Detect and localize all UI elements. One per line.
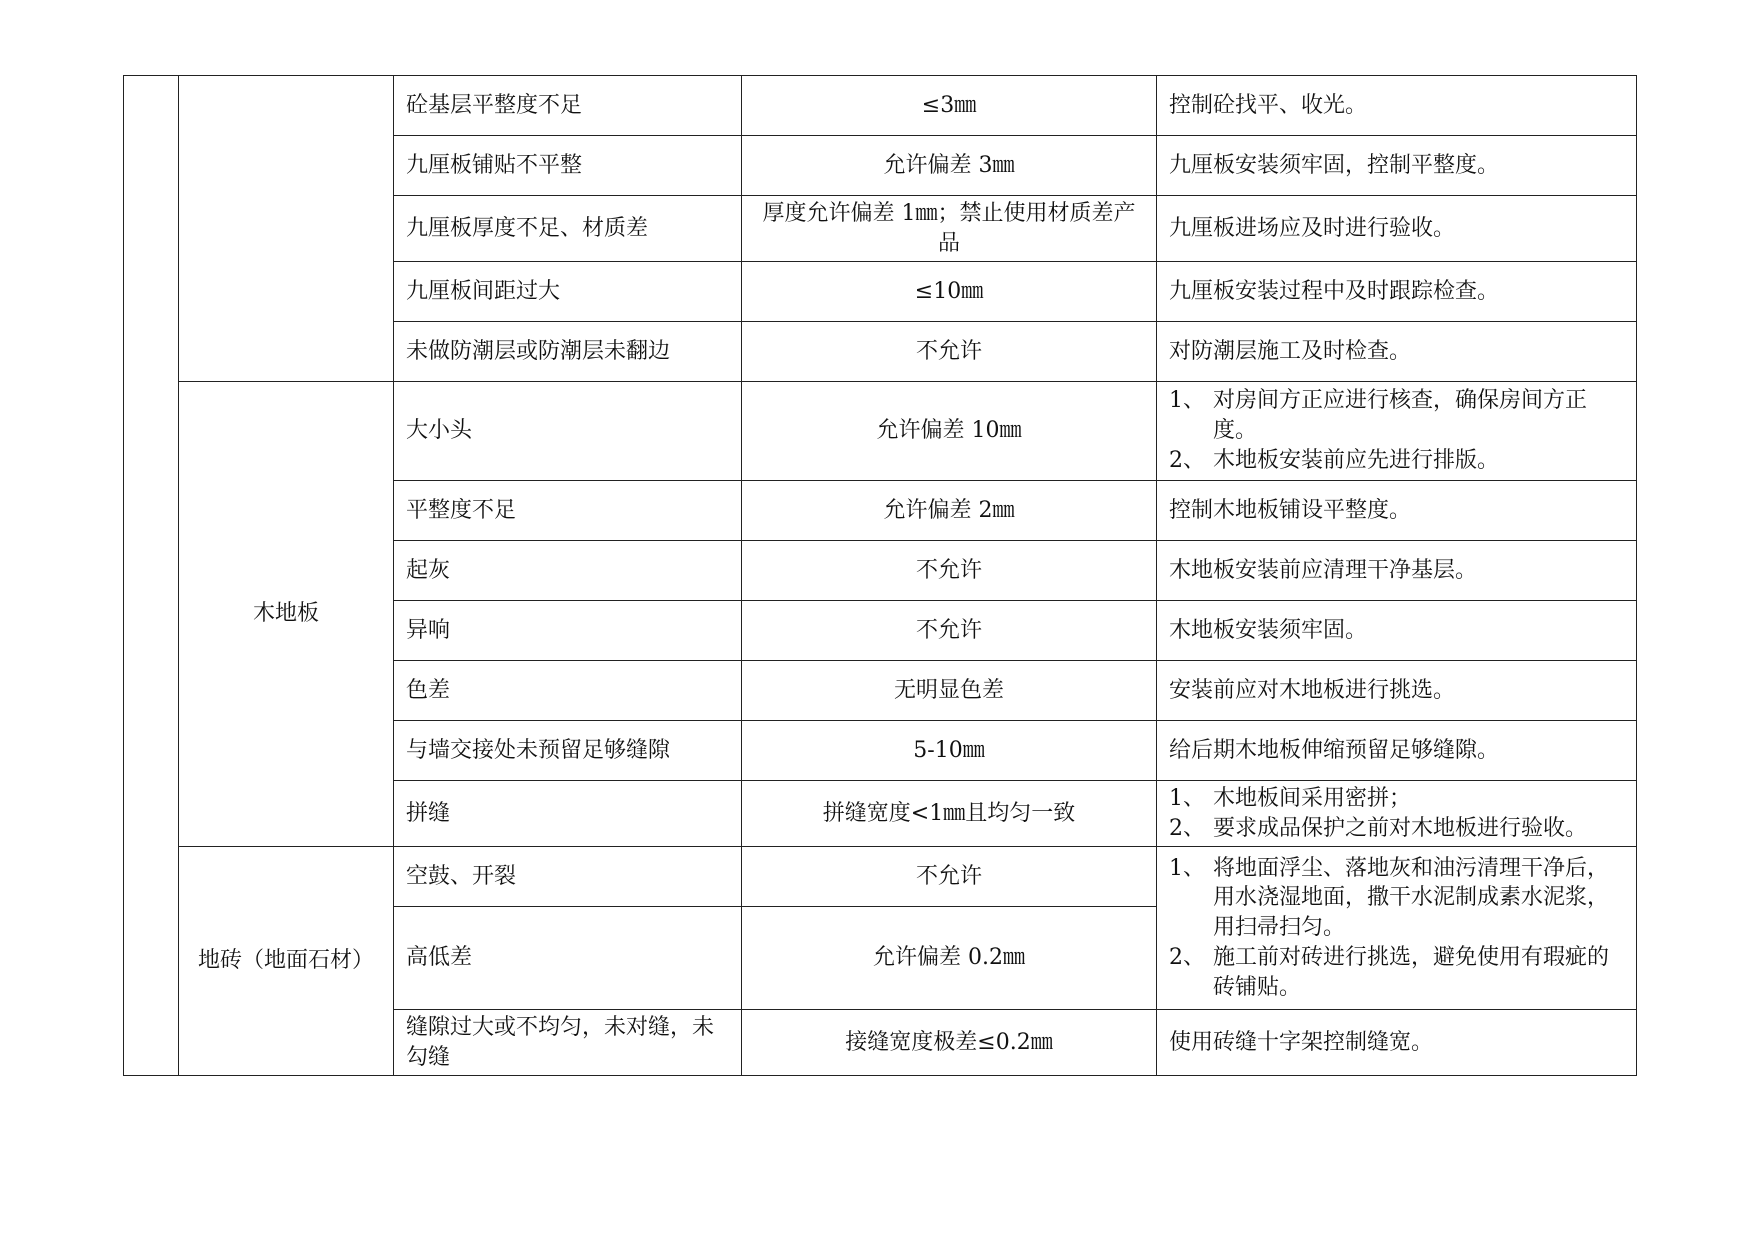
standard-cell: 5-10㎜: [742, 721, 1157, 781]
standard-cell: 拼缝宽度<1㎜且均匀一致: [742, 781, 1157, 847]
measure-text: 木地板间采用密拼；: [1213, 785, 1412, 811]
measure-text: 对房间方正应进行核查，确保房间方正度。: [1213, 388, 1588, 444]
standard-cell: 不允许: [742, 541, 1157, 601]
issue-cell: 异响: [394, 601, 742, 661]
measure-cell: [1157, 847, 1637, 1010]
issue-cell: 砼基层平整度不足: [394, 76, 742, 136]
issue-cell: 色差: [394, 661, 742, 721]
issue-cell: 与墙交接处未预留足够缝隙: [394, 721, 742, 781]
measure-list: [1169, 784, 1624, 843]
measure-number: 2、: [1169, 447, 1205, 473]
standard-cell: 允许偏差 3㎜: [742, 136, 1157, 196]
measure-item: [1169, 784, 1624, 814]
standard-cell: 不允许: [742, 322, 1157, 382]
issue-cell: 九厘板间距过大: [394, 262, 742, 322]
measure-cell: 木地板安装前应清理干净基层。: [1157, 541, 1637, 601]
issue-cell: 起灰: [394, 541, 742, 601]
measure-number: 2、: [1169, 815, 1205, 841]
measure-item: [1169, 386, 1624, 445]
measure-item: [1169, 943, 1624, 1002]
standard-cell: 允许偏差 2㎜: [742, 481, 1157, 541]
measure-item: [1169, 814, 1624, 844]
measure-cell: [1157, 382, 1637, 481]
measure-cell: 控制木地板铺设平整度。: [1157, 481, 1637, 541]
measure-cell: 给后期木地板伸缩预留足够缝隙。: [1157, 721, 1637, 781]
measure-item: [1169, 854, 1624, 943]
standard-cell: 接缝宽度极差≤0.2㎜: [742, 1010, 1157, 1076]
measure-list: [1169, 386, 1624, 475]
measure-number: 1、: [1169, 785, 1205, 811]
issue-cell: 未做防潮层或防潮层未翻边: [394, 322, 742, 382]
category-cell: 地砖（地面石材）: [179, 847, 394, 1076]
measure-text: 木地板安装前应先进行排版。: [1213, 447, 1500, 473]
issue-cell: 九厘板厚度不足、材质差: [394, 196, 742, 262]
table-row: [124, 382, 1637, 481]
quality-table: [123, 75, 1637, 1076]
standard-cell: 不允许: [742, 601, 1157, 661]
issue-cell: 大小头: [394, 382, 742, 481]
measure-text: 要求成品保护之前对木地板进行验收。: [1213, 815, 1588, 841]
standard-cell: ≤10㎜: [742, 262, 1157, 322]
measure-number: 1、: [1169, 855, 1205, 881]
issue-cell: 高低差: [394, 907, 742, 1010]
issue-cell: 空鼓、开裂: [394, 847, 742, 907]
measure-cell: 木地板安装须牢固。: [1157, 601, 1637, 661]
issue-cell: 缝隙过大或不均匀，未对缝，未勾缝: [394, 1010, 742, 1076]
measure-cell: 对防潮层施工及时检查。: [1157, 322, 1637, 382]
measure-cell: 九厘板安装过程中及时跟踪检查。: [1157, 262, 1637, 322]
standard-cell: 允许偏差 10㎜: [742, 382, 1157, 481]
measure-cell: [1157, 781, 1637, 847]
measure-number: 2、: [1169, 944, 1205, 970]
issue-cell: 拼缝: [394, 781, 742, 847]
issue-cell: 九厘板铺贴不平整: [394, 136, 742, 196]
category-cell: [179, 76, 394, 382]
standard-cell: ≤3㎜: [742, 76, 1157, 136]
measure-list: [1169, 854, 1624, 1002]
standard-cell: 厚度允许偏差 1㎜；禁止使用材质差产品: [742, 196, 1157, 262]
measure-cell: 控制砼找平、收光。: [1157, 76, 1637, 136]
category-cell: 木地板: [179, 382, 394, 847]
blank-column-cell: [124, 76, 179, 1076]
issue-cell: 平整度不足: [394, 481, 742, 541]
measure-cell: 使用砖缝十字架控制缝宽。: [1157, 1010, 1637, 1076]
standard-cell: 无明显色差: [742, 661, 1157, 721]
measure-number: 1、: [1169, 388, 1205, 414]
measure-item: [1169, 446, 1624, 476]
measure-cell: 九厘板进场应及时进行验收。: [1157, 196, 1637, 262]
measure-cell: 安装前应对木地板进行挑选。: [1157, 661, 1637, 721]
measure-text: 将地面浮尘、落地灰和油污清理干净后，用水浇湿地面，撒干水泥制成素水泥浆，用扫帚扫匀。: [1213, 855, 1610, 941]
table-row: [124, 847, 1637, 907]
standard-cell: 允许偏差 0.2㎜: [742, 907, 1157, 1010]
measure-cell: 九厘板安装须牢固，控制平整度。: [1157, 136, 1637, 196]
standard-cell: 不允许: [742, 847, 1157, 907]
table-row: [124, 76, 1637, 136]
measure-text: 施工前对砖进行挑选，避免使用有瑕疵的砖铺贴。: [1213, 944, 1610, 1000]
